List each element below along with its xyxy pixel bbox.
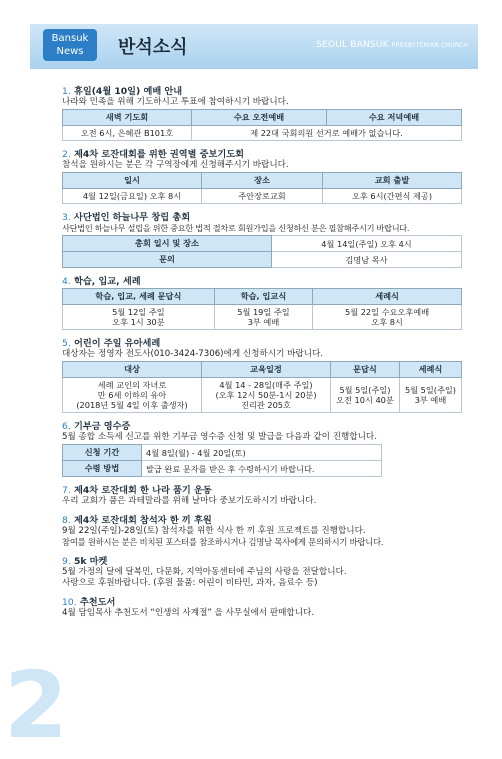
logo-line1: Bansuk	[51, 33, 89, 44]
church-name-main: SEOUL BANSUK	[316, 40, 389, 50]
schedule-table	[62, 288, 462, 330]
section-title	[62, 149, 472, 160]
section-number: 1.	[62, 86, 71, 97]
section-number: 4.	[62, 276, 71, 287]
page-header	[30, 24, 478, 69]
section-desc: 참여를 원하시는 분은 비치된 포스터를 참조하시거나 김명남 목사에게 문의하시기 바랍니다.	[62, 537, 384, 547]
table-header: 교회 출발	[323, 173, 462, 189]
section-number: 7.	[62, 485, 71, 496]
section-desc: 나라와 민족을 위해 기도하시고 투표에 참여하시기 바랍니다.	[62, 97, 289, 107]
section-title-text: 학습, 입교, 세례	[73, 276, 141, 287]
notice-section-7	[62, 485, 472, 507]
section-number: 5.	[62, 338, 71, 349]
table-header: 총회 일시 및 장소	[63, 236, 272, 252]
section-title-text: 휴일(4월 10일) 예배 안내	[73, 86, 183, 97]
section-number: 6.	[62, 421, 71, 432]
table-cell	[63, 378, 202, 413]
table-cell	[313, 305, 462, 330]
section-desc: 대상자는 정영자 전도사(010-3424-7306)에게 신청하시기 바랍니다.	[62, 349, 324, 359]
table-header: 신청 기간	[63, 445, 142, 461]
table-header: 문의	[63, 252, 272, 268]
table-cell: 오전 6시, 은혜관 B101호	[63, 126, 192, 141]
table-cell: 제 22대 국회의원 선거로 예배가 없습니다.	[192, 126, 462, 141]
cell-line: 만 6세 이하의 유아	[97, 390, 167, 400]
table-header: 수요 오전예배	[192, 110, 327, 126]
section-title-text: 제4차 로잔대회 한 나라 품기 운동	[73, 485, 212, 496]
table-cell: 발급 완료 문자를 받은 후 수령하시기 바랍니다.	[142, 461, 382, 477]
notice-section-1	[62, 86, 472, 141]
table-header: 세례식	[313, 289, 462, 305]
section-title-text: 사단법인 하늘나무 창립 총회	[73, 212, 191, 223]
section-number: 10.	[62, 597, 77, 608]
info-table	[62, 444, 382, 477]
notice-section-2	[62, 149, 472, 204]
table-cell: 4월 8일(월) - 4월 20일(토)	[142, 445, 382, 461]
notice-section-4	[62, 276, 472, 330]
table-cell: 오후 6시(간편식 제공)	[323, 189, 462, 204]
cell-line: 오전 10시 40분	[336, 395, 394, 405]
section-number: 3.	[62, 212, 71, 223]
notice-section-5	[62, 338, 472, 413]
notice-section-10	[62, 597, 472, 619]
bansuk-news-logo	[43, 29, 97, 61]
table-cell: 김명남 목사	[272, 252, 462, 268]
cell-line: 4월 14 - 28일(매주 주일)	[219, 380, 313, 390]
schedule-table	[62, 172, 462, 204]
cell-line: 5월 5일(주일)	[339, 385, 391, 395]
section-title-text: 기부금 영수증	[73, 421, 131, 432]
table-header: 수령 방법	[63, 461, 142, 477]
table-header: 수요 저녁예배	[327, 110, 462, 126]
section-title	[62, 212, 472, 223]
table-cell	[214, 305, 312, 330]
section-desc: 9월 22일(주일)-28일(토) 참석자를 위한 식사 한 끼 후원 프로젝트를 진행합니다.	[62, 526, 366, 536]
section-title	[62, 86, 472, 97]
cell-line: 5월 22일 수요오후예배	[345, 307, 430, 317]
page-title: 반석소식	[118, 37, 188, 58]
section-title-text: 어린이 주일 유아세례	[73, 338, 161, 349]
notice-section-8	[62, 515, 472, 548]
section-title	[62, 556, 472, 567]
section-title-text: 5k 마켓	[73, 556, 108, 567]
section-desc: 사단법인 하늘나무 설립을 위한 중요한 법적 절차로 회원가입을 신청하신 분은 필참해주시기 바랍니다.	[62, 223, 410, 233]
section-desc: 참석을 원하시는 분은 각 구역장에게 신청해주시기 바랍니다.	[62, 160, 289, 170]
table-header: 학습, 입교, 세례 문답식	[63, 289, 215, 305]
logo-line2: News	[56, 46, 84, 57]
notice-list	[62, 86, 472, 627]
table-header: 장소	[202, 173, 323, 189]
cell-line: (2018년 5월 4일 이후 출생자)	[76, 400, 188, 410]
section-desc: 5월 종합 소득세 신고를 위한 기부금 영수증 신청 및 발급을 다음과 같이 진행합니다.	[62, 432, 377, 442]
cell-line: 세례 교인의 자녀로	[97, 380, 167, 390]
table-header: 세례식	[399, 362, 461, 378]
table-header: 일시	[63, 173, 202, 189]
section-number: 8.	[62, 515, 71, 526]
table-header: 교육일정	[202, 362, 331, 378]
cell-line: 5월 19일 주일	[237, 307, 290, 317]
church-name-sub: PRESBYTERIAN CHURCH	[391, 42, 468, 49]
section-title	[62, 515, 472, 526]
notice-section-9	[62, 556, 472, 589]
section-desc: 5월 가정의 달에 달복민, 다문화, 지역아동센터에 주님의 사랑을 전달합니다.	[62, 567, 347, 577]
section-title	[62, 421, 472, 432]
section-desc: 4월 담임목사 추천도서 “인생의 사계절” 을 사무실에서 판매합니다.	[62, 608, 315, 618]
cell-line: (오후 12시 50분-1시 20분)	[215, 390, 317, 400]
table-cell	[63, 305, 215, 330]
cell-line: 진리관 205호	[241, 400, 291, 410]
section-desc: 우리 교회가 품은 과테말라를 위해 날마다 중보기도하시기 바랍니다.	[62, 496, 317, 506]
cell-line: 5월 5일(주일)	[404, 385, 456, 395]
cell-line: 3부 예배	[414, 395, 447, 405]
section-title	[62, 276, 472, 287]
section-title-text: 추천도서	[79, 597, 116, 608]
section-number: 2.	[62, 149, 71, 160]
info-table	[62, 235, 462, 268]
church-name	[316, 40, 468, 50]
cell-line: 5월 12일 주일	[112, 307, 165, 317]
table-cell	[399, 378, 461, 413]
table-header: 대상	[63, 362, 202, 378]
section-number: 9.	[62, 556, 71, 567]
schedule-table	[62, 109, 462, 141]
page-number: 2	[4, 652, 69, 759]
section-title-text: 제4차 로잔대회 참석자 한 끼 후원	[73, 515, 212, 526]
table-cell: 주안장로교회	[202, 189, 323, 204]
section-desc: 사랑으로 후원바랍니다. (후원 물품: 어린이 비타민, 과자, 음료수 등)	[62, 578, 318, 588]
table-header: 학습, 입교식	[214, 289, 312, 305]
section-title	[62, 597, 472, 608]
table-cell: 4월 14일(주일) 오후 4시	[272, 236, 462, 252]
cell-line: 오후 1시 30분	[112, 317, 165, 327]
table-cell	[202, 378, 331, 413]
section-title-text: 제4차 로잔대회를 위한 권역별 중보기도회	[73, 149, 245, 160]
table-header: 새벽 기도회	[63, 110, 192, 126]
table-cell	[331, 378, 400, 413]
cell-line: 오후 8시	[371, 317, 403, 327]
table-cell: 4월 12일(금요일) 오후 8시	[63, 189, 202, 204]
notice-section-3	[62, 212, 472, 268]
schedule-table	[62, 361, 462, 413]
notice-section-6	[62, 421, 472, 477]
section-title	[62, 338, 472, 349]
section-title	[62, 485, 472, 496]
cell-line: 3부 예배	[247, 317, 280, 327]
table-header: 문답식	[331, 362, 400, 378]
